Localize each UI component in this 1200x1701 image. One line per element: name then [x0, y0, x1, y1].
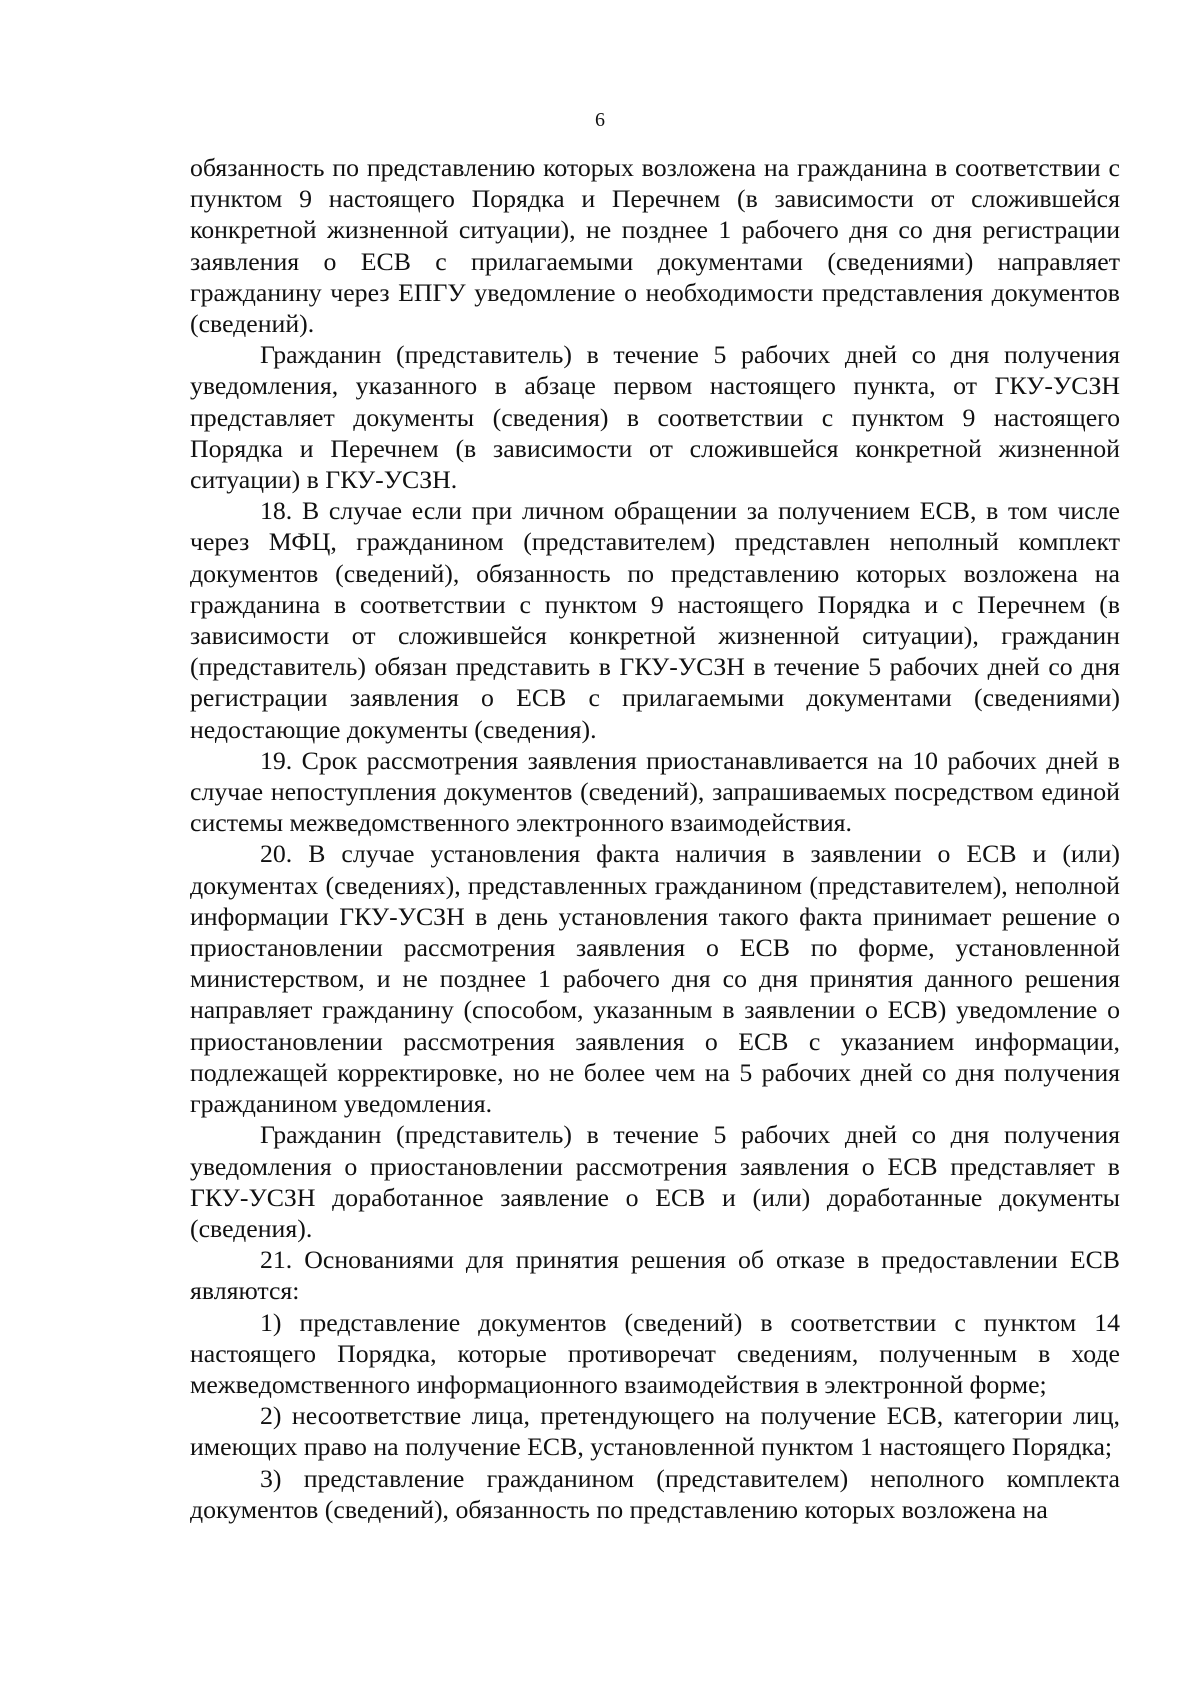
paragraph: Гражданин (представитель) в течение 5 рабочих дней со дня получения уведомления о приостановлении рассмотрения заявления о ЕСВ представляет в ГКУ-УСЗН доработанное заявление о ЕСВ и (или) доработанные документы (сведения). [190, 1120, 1120, 1243]
page-number: 6 [595, 109, 605, 131]
paragraph: 19. Срок рассмотрения заявления приостанавливается на 10 рабочих дней в случае непоступления документов (сведений), запрашиваемых посредством единой системы межведомственного электронного взаимодействия. [190, 745, 1120, 838]
list-item: 2) несоответствие лица, претендующего на получение ЕСВ, категории лиц, имеющих право на получение ЕСВ, установленной пунктом 1 настоящего Порядка; [190, 1401, 1120, 1462]
paragraph: Гражданин (представитель) в течение 5 рабочих дней со дня получения уведомления, указанного в абзаце первом настоящего пункта, от ГКУ-УСЗН представляет документы (сведения) в соответствии с пунктом 9 настоящего Порядка и Перечнем (в зависимости от сложившейся конкретной жизненной ситуации) в ГКУ-УСЗН. [190, 340, 1120, 495]
paragraph: 18. В случае если при личном обращении за получением ЕСВ, в том числе через МФЦ, гражданином (представителем) представлен неполный комплект документов (сведений), обязанность по представлению которых возложена на гражданина в соответствии с пунктом 9 настоящего Порядка и с Перечнем (в зависимости от сложившейся конкретной жизненной ситуации), гражданин (представитель) обязан представить в ГКУ-УСЗН в течение 5 рабочих дней со дня регистрации заявления о ЕСВ с прилагаемыми документами (сведениями) недостающие документы (сведения). [190, 496, 1120, 744]
list-item: 1) представление документов (сведений) в соответствии с пунктом 14 настоящего Порядка, которые противоречат сведениям, полученным в ходе межведомственного информационного взаимодействия в электронной форме; [190, 1307, 1120, 1399]
list-item: 3) представление гражданином (представителем) неполного комплекта документов (сведений), обязанность по представлению которых возложена на [190, 1463, 1120, 1524]
paragraph: 21. Основаниями для принятия решения об отказе в предоставлении ЕСВ являются: [190, 1245, 1120, 1306]
document-body [190, 152, 1120, 1525]
paragraph: 20. В случае установления факта наличия в заявлении о ЕСВ и (или) документах (сведениях), представленных гражданином (представителем), неполной информации ГКУ-УСЗН в день установления такого факта принимает решение о приостановлении рассмотрения заявления о ЕСВ по форме, установленной министерством, и не позднее 1 рабочего дня со дня принятия данного решения направляет гражданину (способом, указанным в заявлении о ЕСВ) уведомление о приостановлении рассмотрения заявления о ЕСВ с указанием информации, подлежащей корректировке, но не более чем на 5 рабочих дней со дня получения гражданином уведомления. [190, 839, 1120, 1119]
paragraph: обязанность по представлению которых возложена на гражданина в соответствии с пунктом 9 настоящего Порядка и Перечнем (в зависимости от сложившейся конкретной жизненной ситуации), не позднее 1 рабочего дня со дня регистрации заявления о ЕСВ с прилагаемыми документами (сведениями) направляет гражданину через ЕПГУ уведомление о необходимости представления документов (сведений). [190, 153, 1120, 339]
